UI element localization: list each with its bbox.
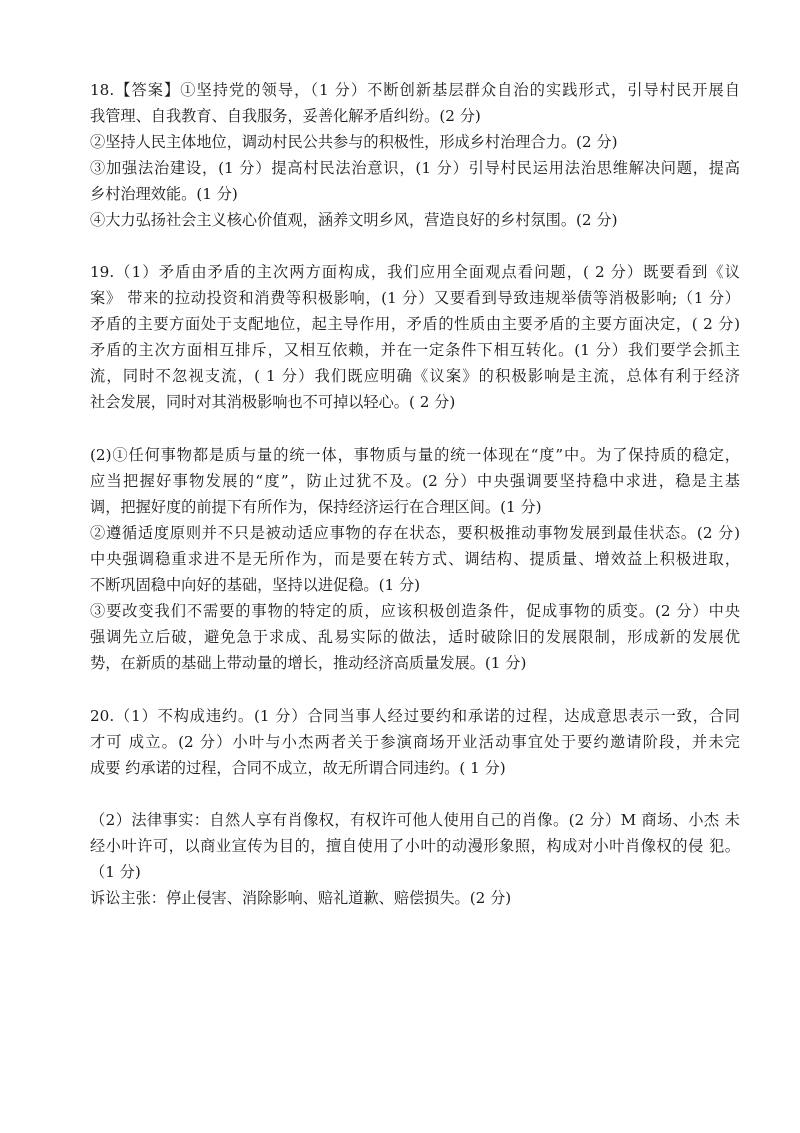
answer-19-1-line: 矛盾的主次方面相互排斥，又相互依赖，并在一定条件下相互转化。(1 分）我们要学会抓主 xyxy=(90,341,740,359)
answer-19-1-line: 案》 带来的拉动投资和消费等积极影响，(1 分）又要看到导致违规举债等消极影响;（1 分） xyxy=(90,289,740,307)
answer-19-1-line: 流，同时不忽视支流，( 1 分）我们既应明确《议案》的积极影响是主流，总体有利于经济 xyxy=(90,367,740,385)
answer-19-2-line: 不断巩固稳中向好的基础，坚持以进促稳。(1 分) xyxy=(90,576,421,594)
answer-19-2-line: 中央强调稳重求进不是无所作为，而是要在转方式、调结构、提质量、增效益上积极进取， xyxy=(90,550,740,568)
answer-19-2-line: 势，在新质的基础上带动量的增长，推动经济高质量发展。(1 分) xyxy=(90,654,527,672)
answer-19-2-line: (2)①任何事物都是质与量的统一体，事物质与量的统一体现在“度”中。为了保持质的稳定， xyxy=(90,446,740,464)
answer-20-1-line: 20.（1）不构成违约。(1 分）合同当事人经过要约和承诺的过程，达成意思表示一致，合同 xyxy=(90,707,740,725)
answer-19-2-line: 应当把握好事物发展的“度”，防止过犹不及。(2 分）中央强调要坚持稳中求进，稳是主基 xyxy=(90,472,740,490)
answer-20-2-line: （2）法律事实：自然人享有肖像权，有权许可他人使用自己的肖像。(2 分）M 商场、小杰 未 xyxy=(90,811,740,829)
answer-19-2-line: 调，把握好度的前提下有所作为，保持经济运行在合理区间。(1 分) xyxy=(90,498,542,516)
answer-19-1-line: 矛盾的主要方面处于支配地位，起主导作用，矛盾的性质由主要矛盾的主要方面决定，( 2 分) xyxy=(90,315,740,333)
answer-18-line: ③加强法治建设，(1 分）提高村民法治意识，(1 分）引导村民运用法治思维解决问题，提高 xyxy=(90,159,740,177)
answer-18-line: 我管理、自我教育、自我服务，妥善化解矛盾纠纷。(2 分) xyxy=(90,107,481,125)
answer-19-1-line: 社会发展，同时对其消极影响也不可掉以轻心。( 2 分) xyxy=(90,393,456,411)
answer-18-line: ④大力弘扬社会主义核心价值观，涵养文明乡风，营造良好的乡村氛围。(2 分) xyxy=(90,211,618,229)
answer-18-line: 乡村治理效能。(1 分) xyxy=(90,185,238,203)
answer-20-1-line: 成要 约承诺的过程，合同不成立，故无所谓合同违约。( 1 分) xyxy=(90,759,506,777)
answer-19-2-line: ②遵循适度原则并不只是被动适应事物的存在状态，要积极推动事物发展到最佳状态。(2 分) xyxy=(90,524,740,542)
answer-20-2-line: 诉讼主张：停止侵害、消除影响、赔礼道歉、赔偿损失。(2 分) xyxy=(90,889,512,907)
answer-20-1-line: 才可 成立。(2 分）小叶与小杰两者关于参演商场开业活动事宜处于要约邀请阶段，并未完 xyxy=(90,733,740,751)
answer-20-2-line: （1 分) xyxy=(90,863,141,881)
answer-19-1-line: 19.（1）矛盾由矛盾的主次两方面构成，我们应用全面观点看问题，( 2 分）既要看到《议 xyxy=(90,263,740,281)
answer-18-line: 18.【答案】①坚持党的领导，（1 分）不断创新基层群众自治的实践形式，引导村民开展自 xyxy=(90,81,740,99)
answer-19-2-line: 强调先立后破，避免急于求成、乱易实际的做法，适时破除旧的发展限制，形成新的发展优 xyxy=(90,628,740,646)
answer-20-2-line: 经小叶许可，以商业宣传为目的，擅自使用了小叶的动漫形象照，构成对小叶肖像权的侵 犯。 xyxy=(90,837,740,855)
answer-19-2-line: ③要改变我们不需要的事物的特定的质，应该积极创造条件，促成事物的质变。(2 分）中央 xyxy=(90,602,740,620)
answer-18-line: ②坚持人民主体地位，调动村民公共参与的积极性，形成乡村治理合力。(2 分) xyxy=(90,133,618,151)
